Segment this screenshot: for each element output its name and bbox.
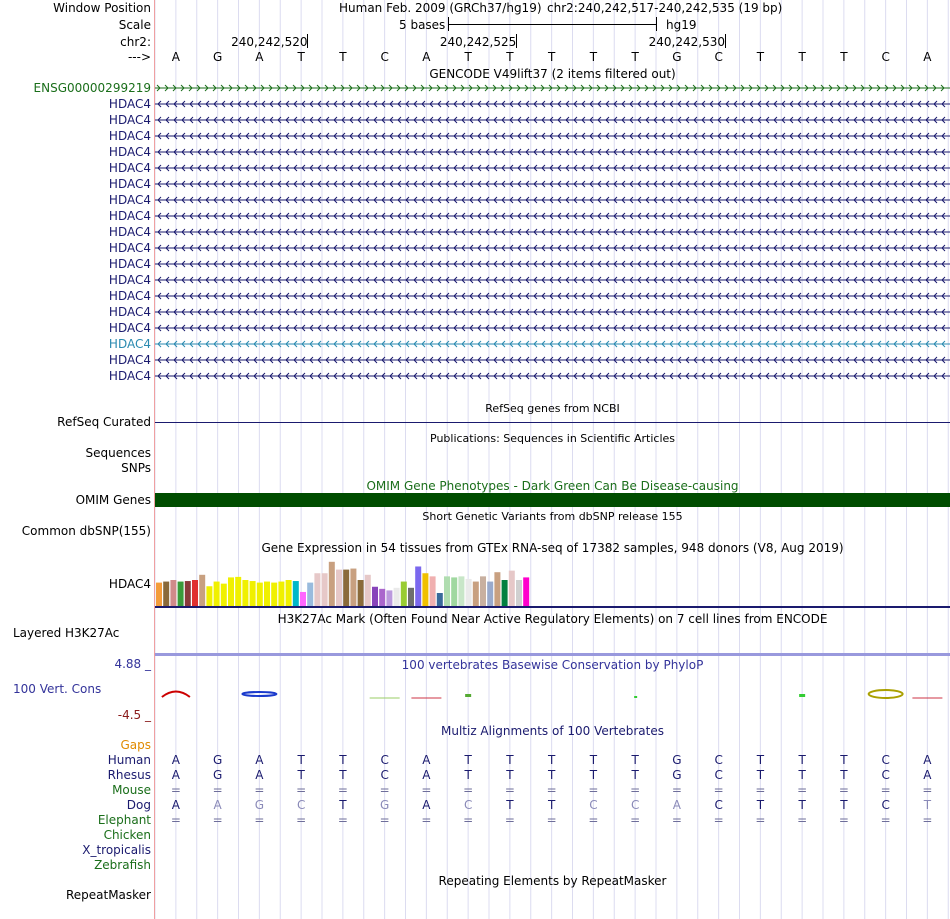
gencode-transcript-row — [155, 181, 950, 187]
multiz-base: C — [463, 798, 473, 812]
dbsnp-track-label[interactable]: Common dbSNP(155) — [21, 524, 151, 538]
gtex-tissue-bar — [250, 581, 256, 606]
gtex-tissue-bar — [480, 576, 486, 606]
phylop-min-label: -4.5 _ — [117, 708, 151, 722]
multiz-base: G — [672, 768, 682, 782]
sequence-base: C — [380, 50, 389, 64]
phylop-logo-mark — [634, 696, 637, 698]
multiz-base: T — [506, 768, 514, 782]
multiz-base: T — [840, 798, 848, 812]
multiz-species-label[interactable]: Rhesus — [107, 768, 151, 782]
multiz-base: G — [212, 768, 223, 782]
multiz-base: T — [297, 768, 305, 782]
multiz-base: = — [296, 783, 307, 797]
scale-label: Scale — [118, 18, 151, 32]
multiz-base: T — [840, 768, 848, 782]
phylop-logo-mark — [242, 692, 276, 696]
multiz-base: T — [756, 798, 765, 812]
strand-arrow-label[interactable]: ---> — [127, 50, 151, 64]
gencode-transcript-label[interactable]: HDAC4 — [108, 129, 151, 143]
gtex-tissue-bar — [300, 592, 306, 606]
multiz-base: T — [589, 753, 598, 767]
publications-snps-label[interactable]: SNPs — [121, 461, 151, 475]
multiz-species-label[interactable]: Chicken — [103, 828, 151, 842]
sequence-base: T — [339, 50, 347, 64]
repeatmasker-track-title: Repeating Elements by RepeatMasker — [438, 874, 667, 888]
gencode-transcript-row — [155, 357, 950, 363]
multiz-base: C — [881, 768, 890, 782]
gtex-tissue-bar — [415, 566, 421, 606]
gtex-tissue-bar — [221, 584, 227, 606]
multiz-base: = — [546, 813, 557, 827]
multiz-base: = — [630, 813, 641, 827]
gencode-transcript-row — [155, 325, 950, 331]
track-label-column — [0, 0, 155, 919]
multiz-base: C — [714, 753, 723, 767]
gencode-transcript-label[interactable]: ENSG00000299219 — [33, 81, 151, 95]
sequence-base: G — [212, 50, 223, 64]
multiz-base: = — [713, 783, 724, 797]
gtex-tissue-bar — [466, 579, 472, 606]
gencode-transcript-label[interactable]: HDAC4 — [108, 145, 151, 159]
multiz-base: A — [923, 753, 932, 767]
multiz-base: = — [671, 813, 682, 827]
gtex-tissue-bar — [451, 577, 457, 606]
gencode-transcript-label[interactable]: HDAC4 — [108, 305, 151, 319]
gtex-tissue-bar — [278, 582, 284, 606]
gtex-tissue-bar — [314, 573, 320, 606]
multiz-base: G — [212, 753, 223, 767]
multiz-base: = — [463, 783, 474, 797]
multiz-base: A — [422, 768, 431, 782]
multiz-base: T — [756, 768, 765, 782]
gtex-tissue-bar — [494, 572, 500, 606]
multiz-base: A — [672, 798, 681, 812]
multiz-base: = — [588, 813, 599, 827]
gencode-transcript-row — [155, 165, 950, 171]
multiz-track-title: Multiz Alignments of 100 Vertebrates — [440, 724, 665, 738]
multiz-base: = — [170, 783, 181, 797]
phylop-logo-mark — [162, 692, 190, 698]
gtex-tissue-bar — [242, 580, 248, 606]
position-text: chr2:240,242,517-240,242,535 (19 bp) — [547, 1, 783, 15]
sequence-base: A — [422, 50, 431, 64]
gtex-tissue-bar — [307, 583, 313, 606]
multiz-base: = — [713, 813, 724, 827]
multiz-species-label[interactable]: Mouse — [112, 783, 151, 797]
ruler-tick-label: 240,242,520 — [231, 35, 308, 49]
multiz-base: G — [672, 753, 682, 767]
gtex-tissue-bar — [487, 582, 493, 606]
sequence-base: T — [756, 50, 765, 64]
multiz-base: C — [380, 753, 389, 767]
multiz-base: C — [881, 753, 890, 767]
gtex-tissue-bar — [444, 576, 450, 606]
db-text: hg19 — [666, 18, 697, 32]
chrom-label: chr2: — [120, 35, 151, 49]
gencode-transcript-label[interactable]: HDAC4 — [108, 241, 151, 255]
gencode-transcript-label[interactable]: HDAC4 — [108, 177, 151, 191]
gencode-transcript-row — [155, 245, 950, 251]
gtex-tissue-bar — [329, 562, 335, 606]
multiz-base: T — [631, 753, 639, 767]
refseq-gene-line[interactable] — [155, 422, 950, 423]
multiz-base: = — [922, 783, 933, 797]
multiz-base: C — [714, 768, 723, 782]
multiz-base: G — [379, 798, 390, 812]
scale-bar-text: 5 bases — [399, 18, 446, 32]
sequence-base: T — [547, 50, 556, 64]
multiz-base: T — [464, 753, 472, 767]
gencode-transcript-label[interactable]: HDAC4 — [108, 113, 151, 127]
multiz-base: = — [797, 813, 808, 827]
gencode-transcript-label[interactable]: HDAC4 — [108, 161, 151, 175]
multiz-base: A — [422, 753, 431, 767]
gtex-tissue-bar — [185, 581, 191, 606]
multiz-base: A — [213, 798, 222, 812]
multiz-species-label[interactable]: Human — [107, 753, 151, 767]
gtex-tissue-bar — [271, 583, 277, 606]
gencode-track-title: GENCODE V49lift37 (2 items filtered out) — [429, 67, 676, 81]
gtex-tissue-bar — [422, 573, 428, 606]
gencode-transcript-row — [155, 373, 950, 379]
gtex-tissue-bar — [458, 576, 464, 606]
phylop-max-label: 4.88 _ — [114, 657, 151, 671]
multiz-base: = — [212, 813, 223, 827]
multiz-base: = — [504, 783, 515, 797]
gtex-tissue-bar — [156, 583, 162, 606]
multiz-species-label[interactable]: X_tropicalis — [82, 843, 151, 857]
multiz-base: = — [588, 783, 599, 797]
multiz-base: T — [589, 768, 598, 782]
gtex-tissue-bar — [430, 576, 436, 606]
gencode-transcript-row — [155, 309, 950, 315]
multiz-base: T — [756, 753, 765, 767]
gtex-tissue-bar — [401, 582, 407, 606]
multiz-base: T — [798, 768, 806, 782]
gencode-transcript-label[interactable]: HDAC4 — [108, 353, 151, 367]
gencode-transcript-row — [155, 149, 950, 155]
refseq-track-title: RefSeq genes from NCBI — [485, 402, 620, 415]
phylop-logo-mark — [869, 690, 903, 698]
multiz-base: = — [296, 813, 307, 827]
gtex-tissue-bar — [473, 582, 479, 606]
ruler-tick-label: 240,242,530 — [648, 35, 725, 49]
gtex-tissue-bar — [358, 580, 364, 606]
multiz-base: = — [337, 783, 348, 797]
multiz-base: T — [798, 753, 806, 767]
gtex-tissue-bar — [365, 575, 371, 606]
sequence-base: A — [923, 50, 932, 64]
h3k27ac-signal-line — [155, 653, 950, 656]
gtex-tissue-bar — [394, 588, 400, 606]
multiz-base: = — [630, 783, 641, 797]
gtex-tissue-bar — [386, 590, 392, 606]
phylop-logo-mark — [799, 694, 805, 697]
gencode-transcript-label[interactable]: HDAC4 — [108, 273, 151, 287]
multiz-base: = — [337, 813, 348, 827]
refseq-track-label[interactable]: RefSeq Curated — [57, 415, 151, 429]
gencode-transcript-row — [155, 293, 950, 299]
multiz-base: = — [170, 813, 181, 827]
multiz-base: = — [797, 783, 808, 797]
multiz-base: A — [255, 768, 264, 782]
ruler-tick-label: 240,242,525 — [439, 35, 517, 49]
multiz-base: = — [254, 783, 265, 797]
gencode-transcript-row — [155, 261, 950, 267]
multiz-base: T — [840, 753, 848, 767]
gencode-transcript-row — [155, 229, 950, 235]
gtex-track-title: Gene Expression in 54 tissues from GTEx RNA-seq of 17382 samples, 948 donors (V8, Aug 2019) — [261, 541, 844, 555]
multiz-base: = — [838, 783, 849, 797]
gencode-transcript-label[interactable]: HDAC4 — [108, 97, 151, 111]
multiz-base: T — [631, 768, 639, 782]
multiz-base: T — [339, 798, 347, 812]
sequence-base: T — [840, 50, 848, 64]
multiz-base: = — [421, 783, 432, 797]
multiz-base: C — [881, 798, 890, 812]
gtex-tissue-bar — [228, 577, 234, 606]
gencode-transcript-label[interactable]: HDAC4 — [108, 321, 151, 335]
gtex-tissue-bar — [235, 577, 241, 606]
gencode-transcript-row — [155, 197, 950, 203]
gtex-tissue-bar — [408, 588, 414, 606]
gencode-transcript-row — [155, 341, 950, 347]
phylop-track-label[interactable]: 100 Vert. Cons — [13, 682, 102, 696]
h3k27ac-track-label[interactable]: Layered H3K27Ac — [13, 626, 120, 640]
gtex-tissue-bar — [516, 580, 522, 606]
sequence-base: G — [672, 50, 682, 64]
sequence-base: C — [881, 50, 890, 64]
phylop-logo-mark — [465, 694, 471, 697]
multiz-base: = — [463, 813, 474, 827]
multiz-base: T — [339, 753, 347, 767]
multiz-base: = — [379, 783, 390, 797]
multiz-base: A — [923, 768, 932, 782]
multiz-base: A — [171, 768, 180, 782]
multiz-base: = — [922, 813, 933, 827]
publications-sequences-label[interactable]: Sequences — [85, 446, 151, 460]
publications-track-title: Publications: Sequences in Scientific Articles — [430, 432, 675, 445]
gtex-tissue-bar — [379, 589, 385, 606]
sequence-base: T — [464, 50, 472, 64]
gtex-track-label[interactable]: HDAC4 — [108, 577, 151, 591]
sequence-base: T — [297, 50, 305, 64]
gencode-transcript-label[interactable]: HDAC4 — [108, 369, 151, 383]
multiz-base: = — [421, 813, 432, 827]
gtex-tissue-bar — [206, 586, 212, 606]
gtex-tissue-bar — [502, 580, 508, 606]
multiz-base: = — [504, 813, 515, 827]
multiz-base: = — [671, 783, 682, 797]
multiz-base: A — [255, 753, 264, 767]
gtex-tissue-bar — [336, 570, 342, 606]
multiz-base: = — [379, 813, 390, 827]
sequence-base: T — [589, 50, 598, 64]
gtex-tissue-bar — [170, 580, 176, 606]
gencode-transcript-row — [155, 85, 950, 91]
gtex-tissue-bar — [286, 580, 292, 606]
multiz-base: T — [464, 768, 472, 782]
multiz-base: T — [547, 753, 556, 767]
gencode-transcript-label[interactable]: HDAC4 — [108, 225, 151, 239]
gtex-tissue-bar — [264, 582, 270, 606]
multiz-base: = — [838, 813, 849, 827]
multiz-base: = — [212, 783, 223, 797]
gtex-tissue-bar — [350, 569, 356, 606]
multiz-base: = — [755, 783, 766, 797]
sequence-base: A — [255, 50, 264, 64]
multiz-base: T — [339, 768, 347, 782]
multiz-base: A — [171, 798, 180, 812]
gencode-transcript-label[interactable]: HDAC4 — [108, 337, 151, 351]
multiz-base: A — [171, 753, 180, 767]
multiz-base: T — [506, 753, 514, 767]
multiz-base: T — [923, 798, 932, 812]
multiz-base: = — [880, 783, 891, 797]
multiz-base: A — [422, 798, 431, 812]
multiz-base: C — [380, 768, 389, 782]
gtex-tissue-bar — [372, 587, 378, 606]
gencode-transcript-label[interactable]: HDAC4 — [108, 289, 151, 303]
gtex-tissue-bar — [163, 582, 169, 606]
gencode-transcript-row — [155, 213, 950, 219]
multiz-base: T — [506, 798, 514, 812]
omim-track-title: OMIM Gene Phenotypes - Dark Green Can Be Disease-causing — [366, 479, 739, 493]
gtex-tissue-bar — [343, 570, 349, 606]
gencode-transcript-label[interactable]: HDAC4 — [108, 193, 151, 207]
assembly-text: Human Feb. 2009 (GRCh37/hg19) — [339, 1, 542, 15]
gtex-tissue-bar — [523, 577, 529, 606]
sequence-base: T — [631, 50, 639, 64]
multiz-base: G — [254, 798, 265, 812]
sequence-base: T — [798, 50, 806, 64]
gencode-transcript-row — [155, 277, 950, 283]
gtex-tissue-bar — [214, 582, 220, 606]
omim-track-label[interactable]: OMIM Genes — [75, 493, 151, 507]
window-position-label: Window Position — [53, 1, 151, 15]
gtex-track-bottom-line — [155, 606, 950, 608]
sequence-base: A — [171, 50, 180, 64]
omim-gene-bar[interactable] — [155, 493, 950, 507]
multiz-base: = — [755, 813, 766, 827]
sequence-base: C — [714, 50, 723, 64]
gtex-tissue-bar — [178, 582, 184, 606]
gencode-transcript-label[interactable]: HDAC4 — [108, 257, 151, 271]
dbsnp-track-title: Short Genetic Variants from dbSNP release 155 — [422, 510, 683, 523]
gtex-tissue-bar — [293, 581, 299, 606]
multiz-base: C — [296, 798, 306, 812]
repeatmasker-track-label[interactable]: RepeatMasker — [65, 888, 151, 902]
gtex-tissue-bar — [437, 593, 443, 606]
gencode-transcript-row — [155, 133, 950, 139]
phylop-track-title: 100 vertebrates Basewise Conservation by PhyloP — [401, 658, 704, 672]
gtex-tissue-bar — [199, 575, 205, 606]
multiz-base: C — [714, 798, 723, 812]
multiz-base: C — [630, 798, 640, 812]
multiz-base: T — [798, 798, 806, 812]
multiz-base: = — [546, 783, 557, 797]
multiz-species-label[interactable]: Gaps — [120, 738, 151, 752]
gtex-tissue-bar — [192, 580, 198, 606]
gtex-tissue-bar — [509, 571, 515, 606]
gencode-transcript-label[interactable]: HDAC4 — [108, 209, 151, 223]
gtex-tissue-bar — [322, 573, 328, 606]
multiz-base: C — [589, 798, 598, 812]
multiz-species-label[interactable]: Dog — [126, 798, 151, 812]
gtex-expression-bars[interactable] — [155, 554, 950, 606]
multiz-base: = — [880, 813, 891, 827]
gencode-transcript-row — [155, 101, 950, 107]
phylop-conservation-logo[interactable] — [155, 680, 950, 710]
gtex-tissue-bar — [257, 583, 263, 606]
track-image-area[interactable] — [155, 0, 950, 919]
multiz-species-label[interactable]: Elephant — [97, 813, 151, 827]
h3k27ac-track-title: H3K27Ac Mark (Often Found Near Active Regulatory Elements) on 7 cell lines from ENCODE — [277, 612, 828, 626]
gencode-transcripts[interactable] — [155, 0, 950, 400]
multiz-base: = — [254, 813, 265, 827]
sequence-base: T — [506, 50, 514, 64]
gencode-transcript-row — [155, 117, 950, 123]
multiz-species-label[interactable]: Zebrafish — [94, 858, 151, 872]
multiz-base: T — [547, 798, 556, 812]
multiz-base: T — [547, 768, 556, 782]
multiz-base: T — [297, 753, 305, 767]
